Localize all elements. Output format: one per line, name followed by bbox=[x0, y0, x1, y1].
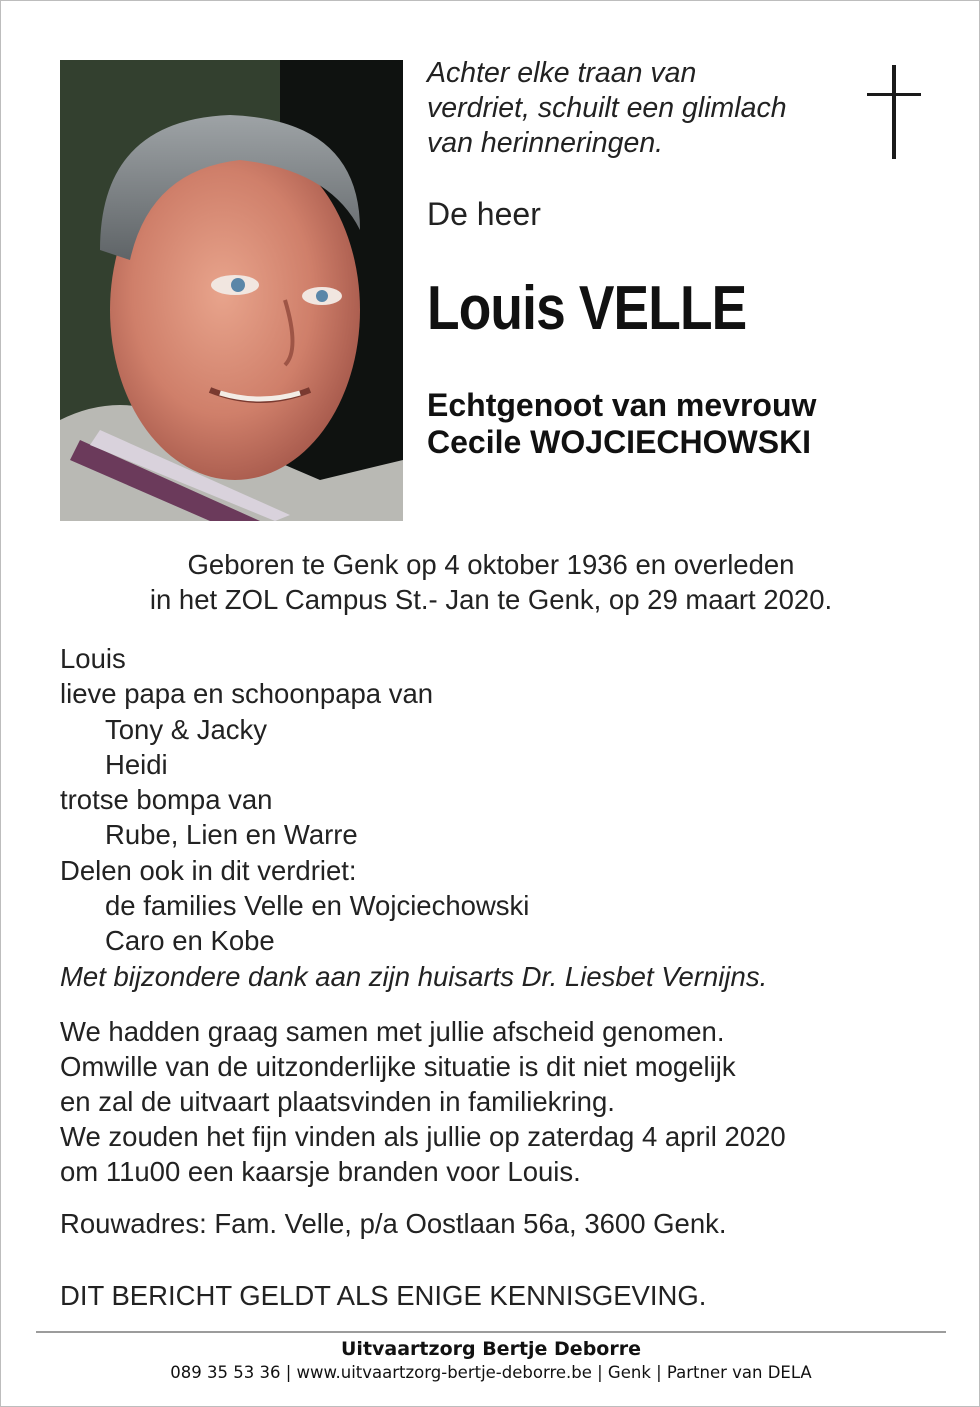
child-entry: Tony & Jacky bbox=[105, 713, 268, 745]
portrait-illustration bbox=[60, 60, 403, 521]
family-list bbox=[60, 641, 767, 994]
message-line: We hadden graag samen met jullie afscheid genomen. bbox=[60, 1016, 725, 1047]
also-grieving-entry: de families Velle en Wojciechowski bbox=[105, 890, 530, 922]
funeral-home-contact: 089 35 53 36 | www.uitvaartzorg-bertje-deborre.be | Genk | Partner van DELA bbox=[170, 1363, 812, 1382]
mourning-address: Rouwadres: Fam. Velle, p/a Oostlaan 56a, 3600 Genk. bbox=[60, 1208, 727, 1239]
quote-line: Achter elke traan van bbox=[427, 57, 697, 89]
spouse-line: Cecile WOJCIECHOWSKI bbox=[427, 424, 812, 460]
funeral-message bbox=[60, 1014, 786, 1189]
children-intro: lieve papa en schoonpapa van bbox=[60, 678, 434, 710]
quote-line: van herinneringen. bbox=[427, 127, 664, 159]
message-line: We zouden het fijn vinden als jullie op zaterdag 4 april 2020 bbox=[60, 1121, 786, 1152]
notice-statement: DIT BERICHT GELDT ALS ENIGE KENNISGEVING. bbox=[60, 1280, 707, 1311]
thanks-line: Met bijzondere dank aan zijn huisarts Dr. Liesbet Vernijns. bbox=[60, 960, 768, 992]
honorific: De heer bbox=[427, 196, 541, 232]
memorial-quote bbox=[427, 56, 787, 161]
footer-divider bbox=[36, 1331, 946, 1333]
grandchild-entry: Rube, Lien en Warre bbox=[105, 819, 358, 851]
spouse-info bbox=[427, 387, 816, 461]
birth-death-info bbox=[1, 547, 980, 617]
spouse-line: Echtgenoot van mevrouw bbox=[427, 387, 817, 423]
deceased-name: Louis VELLE bbox=[427, 274, 747, 343]
quote-line: verdriet, schuilt een glimlach bbox=[427, 92, 787, 124]
message-line: om 11u00 een kaarsje branden voor Louis. bbox=[60, 1156, 581, 1187]
first-name: Louis bbox=[60, 643, 126, 674]
also-grieving-intro: Delen ook in dit verdriet: bbox=[60, 854, 357, 886]
message-line: Omwille van de uitzonderlijke situatie is dit niet mogelijk bbox=[60, 1051, 736, 1082]
message-line: en zal de uitvaart plaatsvinden in familiekring. bbox=[60, 1086, 615, 1117]
portrait-photo bbox=[60, 60, 403, 521]
birth-death-line: Geboren te Genk op 4 oktober 1936 en overleden bbox=[187, 549, 795, 580]
child-entry: Heidi bbox=[105, 748, 168, 780]
grandchildren-intro: trotse bompa van bbox=[60, 784, 273, 816]
birth-death-line: in het ZOL Campus St.- Jan te Genk, op 29 maart 2020. bbox=[149, 584, 833, 615]
funeral-home-name: Uitvaartzorg Bertje Deborre bbox=[341, 1338, 641, 1360]
also-grieving-entry: Caro en Kobe bbox=[105, 925, 275, 957]
latin-cross-icon bbox=[867, 65, 921, 159]
